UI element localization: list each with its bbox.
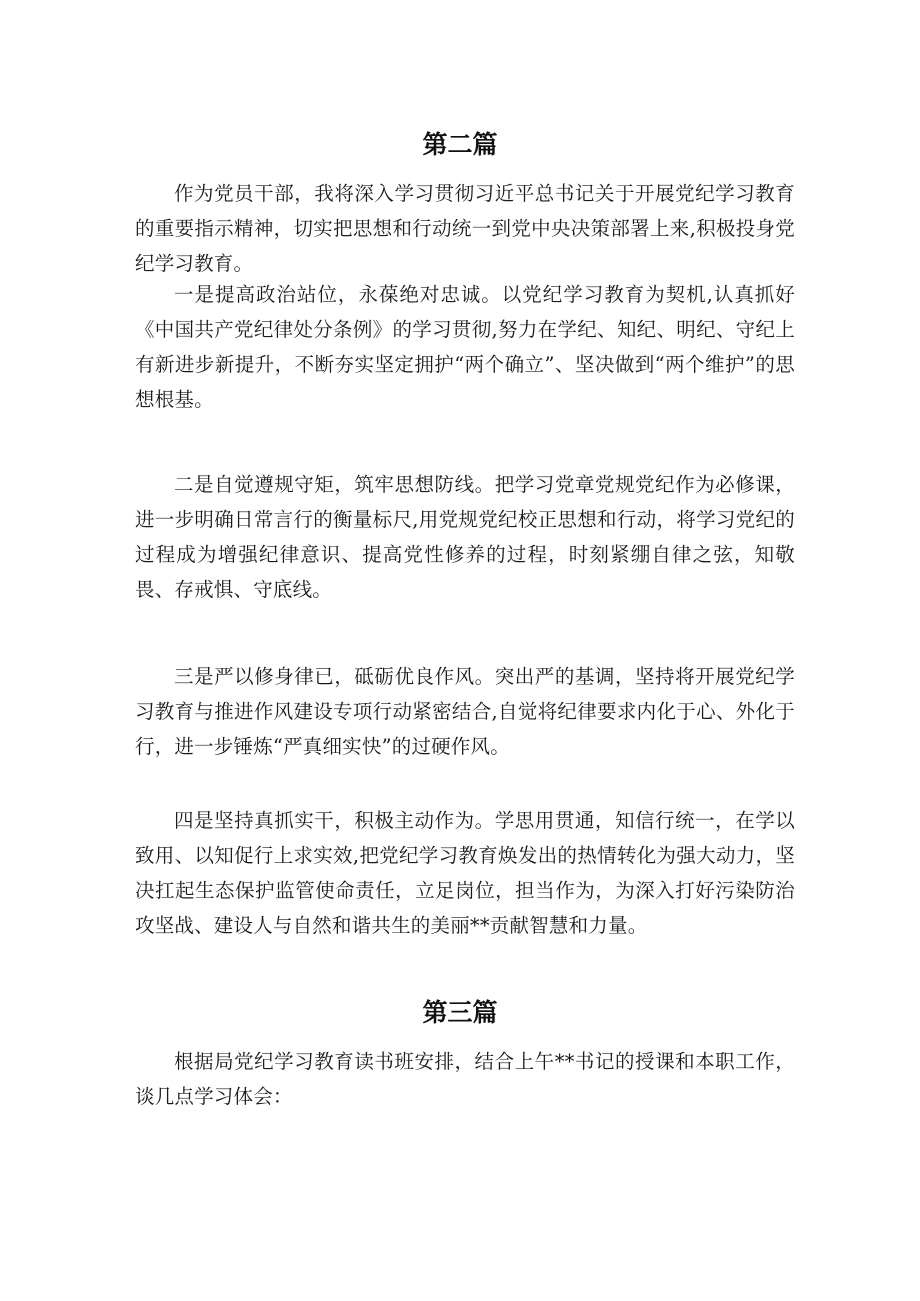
paragraph-point-1: 一是提高政治站位，永葆绝对忠诚。以党纪学习教育为契机,认真抓好《中国共产党纪律处分条例》的学习贯彻,努力在学纪、知纪、明纪、守纪上有新进步新提升，不断夯实坚定拥护“两个确立”、坚决做到“两个维护”的思想根基。: [135, 283, 795, 411]
paragraph-point-2: 二是自觉遵规守矩，筑牢思想防线。把学习党章党规党纪作为必修课，进一步明确日常言行的衡量标尺,用党规党纪校正思想和行动，将学习党纪的过程成为增强纪律意识、提高党性修养的过程，时刻紧绷自律之弦，知敬畏、存戒惧、守底线。: [135, 473, 795, 601]
section-title-3: 第三篇: [422, 998, 498, 1027]
paragraph-point-4: 四是坚持真抓实干，积极主动作为。学思用贯通，知信行统一，在学以致用、以知促行上求实效,把党纪学习教育焕发出的热情转化为强大动力，坚决扛起生态保护监管使命责任，立足岗位，担当作为，为深入打好污染防治攻坚战、建设人与自然和谐共生的美丽**贡献智慧和力量。: [135, 809, 795, 937]
paragraph-intro: 作为党员干部，我将深入学习贯彻习近平总书记关于开展党纪学习教育的重要指示精神，切实把思想和行动统一到党中央决策部署上来,积极投身党纪学习教育。: [135, 182, 795, 275]
paragraph-point-3: 三是严以修身律已，砥砺优良作风。突出严的基调，坚持将开展党纪学习教育与推进作风建设专项行动紧密结合,自觉将纪律要求内化于心、外化于行，进一步锤炼“严真细实快”的过硬作风。: [135, 665, 795, 758]
section-title-2: 第二篇: [422, 130, 498, 159]
paragraph-section3-intro: 根据局党纪学习教育读书班安排，结合上午**书记的授课和本职工作，谈几点学习体会：: [135, 1050, 795, 1108]
